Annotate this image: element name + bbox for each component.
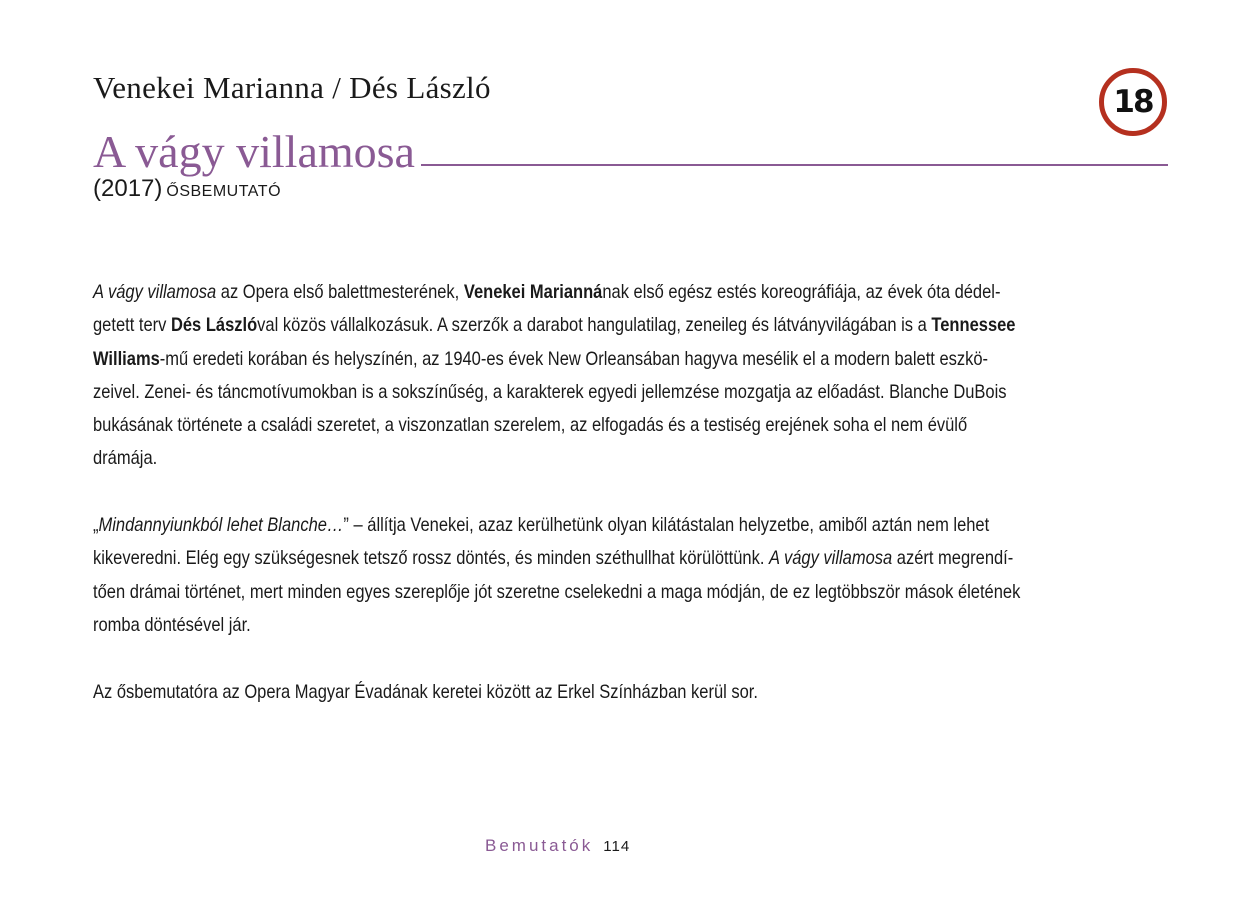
bold-name: Dés László — [170, 315, 258, 337]
text-line — [93, 509, 1022, 542]
text-line: drámája. — [93, 448, 158, 470]
text-run: „ — [93, 515, 99, 537]
text-run: val közös vállalkozásuk. A szerzők a darabot hangulatilag, zeneileg és látványvilágában is a — [257, 315, 932, 337]
page-number: 114 — [603, 838, 631, 855]
subtitle — [93, 175, 281, 203]
text-run: nak első egész estés koreográfiája, az évek óta dédel- — [602, 282, 1001, 303]
text-line: Az ősbemutatóra az Opera Magyar Évadának keretei között az Erkel Színházban kerül sor. — [93, 681, 758, 703]
text-line: zeivel. Zenei- és táncmotívumokban is a sokszínűség, a karakterek egyedi jellemzése mozgatja az előadást. Blanche DuBois — [93, 381, 1007, 403]
paragraph-3 — [93, 676, 1022, 709]
title-rule — [421, 164, 1168, 166]
premiere-label: ŐSBEMUTATÓ — [166, 183, 282, 200]
bold-name: á — [593, 282, 603, 303]
text-run: kikeveredni. Elég egy szükségesnek tetsző rossz döntés, és minden széthullhat körülöttünk. — [93, 548, 770, 570]
bold-name: Williams — [93, 348, 160, 370]
bold-name: Tennessee — [931, 315, 1016, 337]
italic-title: A vágy villamosa — [93, 282, 217, 303]
page-footer — [485, 836, 630, 856]
paragraph-gap — [93, 642, 1022, 675]
paragraph-gap — [93, 476, 1022, 509]
bold-name: Venekei Mariann — [463, 282, 594, 303]
text-run: az Opera első balettmesterének, — [216, 282, 464, 303]
text-run: -mű eredeti korában és helyszínén, az 1940-es évek New Orleansában hagyva mesélik el a modern balett eszkö- — [159, 348, 989, 370]
premiere-year: (2017) — [93, 175, 163, 202]
text-run: ” – állítja Venekei, azaz kerülhetünk olyan kilátástalan helyzetbe, amiből aztán nem lehet — [343, 515, 990, 537]
text-line — [93, 542, 1022, 575]
paragraph-2 — [93, 509, 1022, 642]
age-rating-value: 18 — [1113, 84, 1153, 120]
footer-section-name: Bemutatók — [485, 836, 594, 855]
text-line — [93, 343, 1022, 376]
text-line — [93, 309, 1022, 342]
authors-line: Venekei Marianna / Dés László — [93, 70, 491, 105]
text-line: romba döntésével jár. — [93, 614, 251, 636]
text-run: getett terv — [93, 315, 171, 337]
text-line: tően drámai történet, mert minden egyes szereplője jót szeretne cselekedni a maga módján, de ez legtöbbször mások életének — [93, 581, 1021, 603]
text-line — [93, 276, 1022, 309]
production-title: A vágy villamosa — [93, 126, 415, 177]
article-body — [93, 276, 1022, 709]
italic-title: A vágy villamosa — [769, 548, 893, 570]
text-line: bukásának története a családi szeretet, a viszonzatlan szerelem, az elfogadás és a testiség erejének soha el nem évülő — [93, 415, 968, 437]
age-rating-badge — [1099, 68, 1167, 136]
text-run: azért megrendí- — [892, 548, 1014, 570]
title-row — [93, 124, 1168, 176]
paragraph-1 — [93, 276, 1022, 476]
italic-quote: Mindannyiunkból lehet Blanche… — [98, 515, 344, 537]
